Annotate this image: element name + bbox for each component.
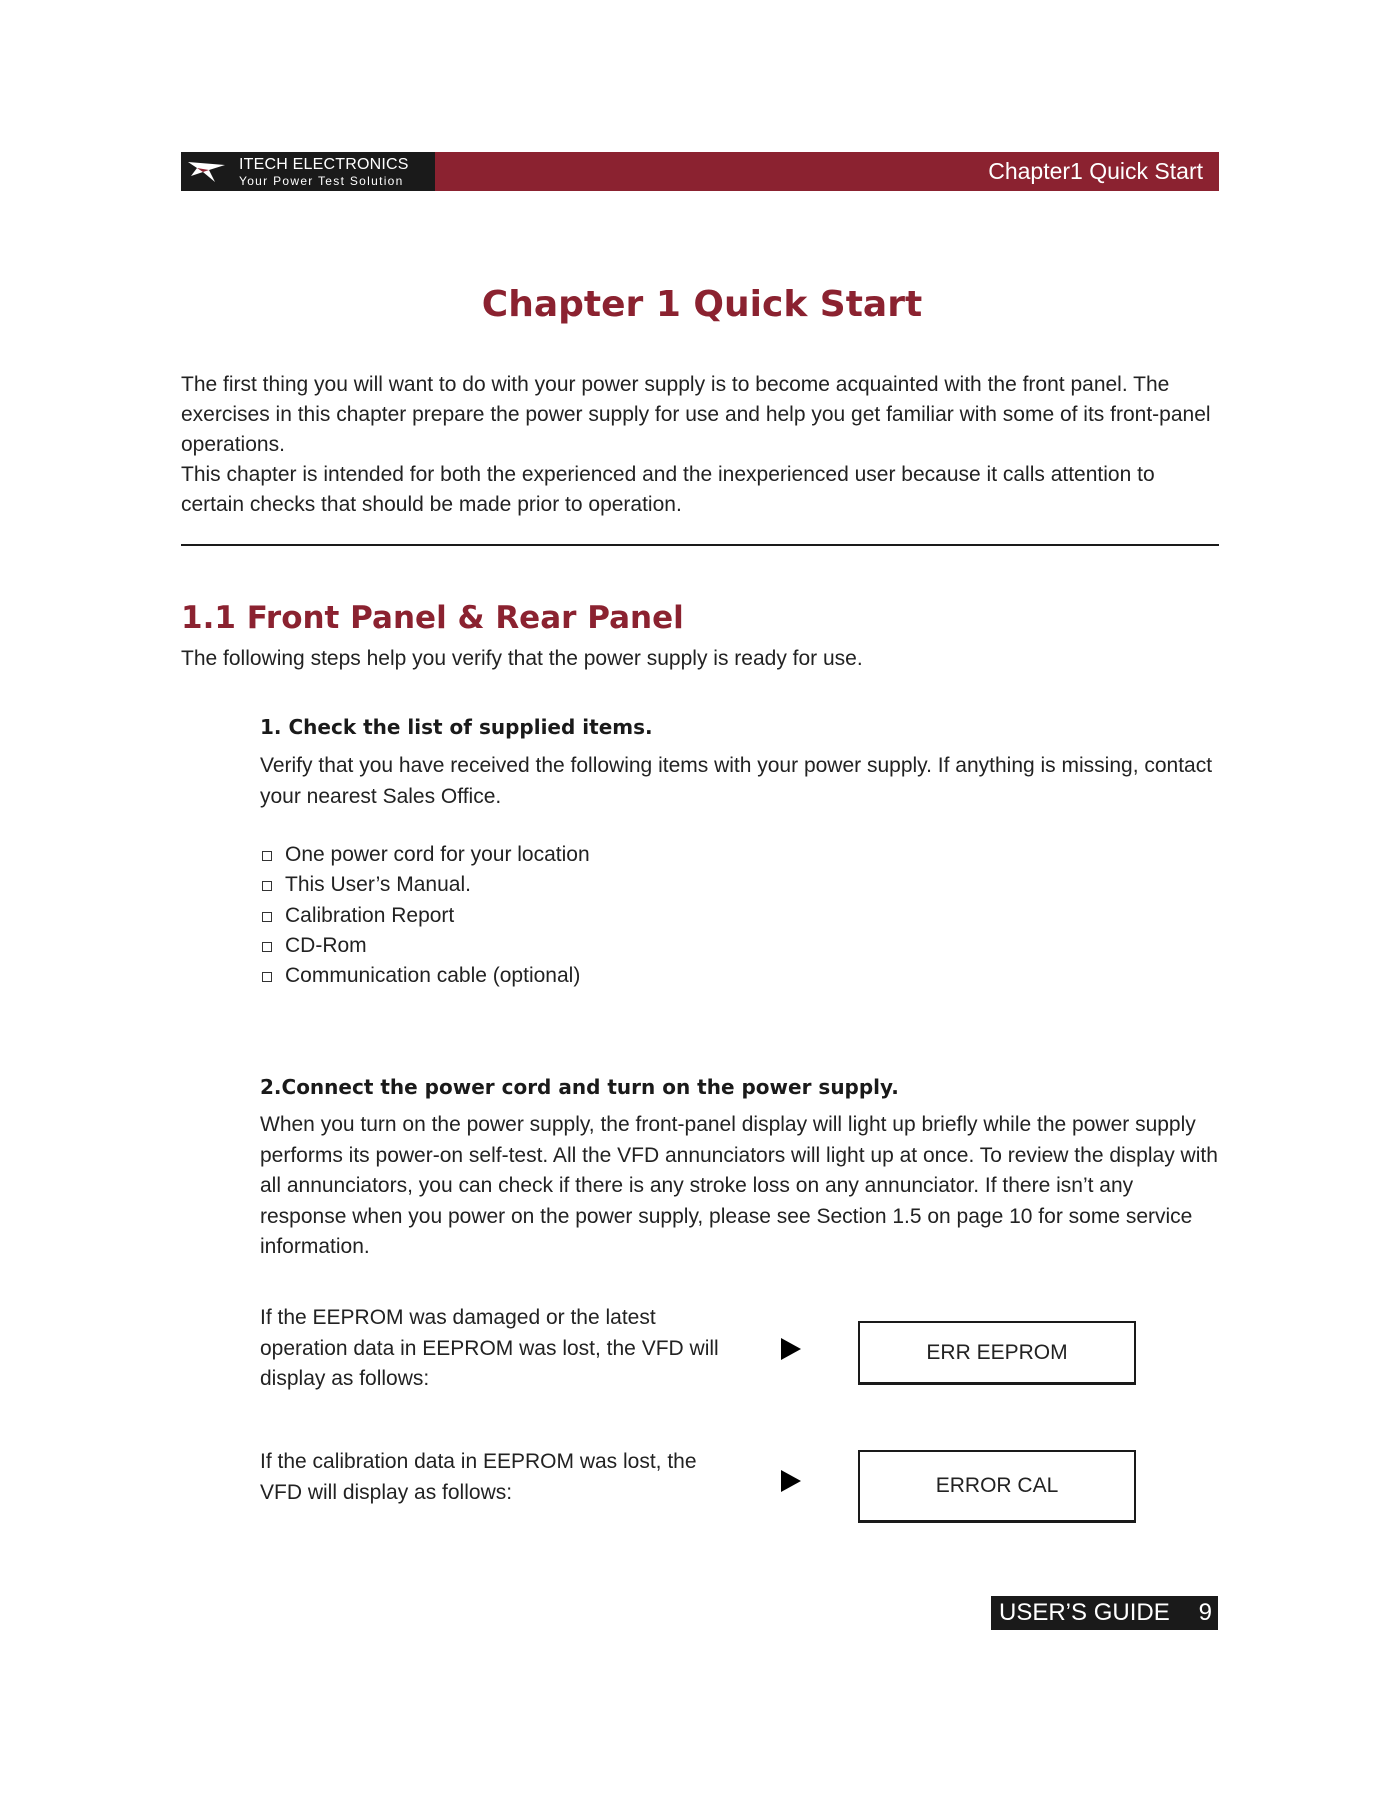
arrow-right-icon bbox=[780, 1337, 802, 1361]
list-item bbox=[260, 840, 590, 870]
section-intro: The following steps help you verify that the power supply is ready for use. bbox=[181, 647, 863, 670]
page-number: 9 bbox=[1198, 1599, 1212, 1626]
vfd-display-text: ERROR CAL bbox=[935, 1474, 1059, 1497]
checkbox-icon bbox=[262, 942, 272, 952]
list-item-label: Calibration Report bbox=[285, 903, 455, 927]
checkbox-icon bbox=[262, 851, 272, 861]
intro-paragraph-1: The first thing you will want to do with your power supply is to become acquainted with the front panel. The exercises in this chapter prepare the power supply for use and help you get familiar with some of its front-panel operations. bbox=[181, 373, 1211, 456]
vfd-display-box bbox=[858, 1450, 1136, 1523]
step1-heading: 1. Check the list of supplied items. bbox=[260, 715, 653, 739]
step2-body: When you turn on the power supply, the front-panel display will light up briefly while the power supply performs its power-on self-test. All the VFD annunciators will light up at once. To review the display with all annunciators, you can check if there is any stroke loss on any annunciator. If there isn’t any response when you power on the power supply, please see Section 1.5 on page 10 for some service information. bbox=[260, 1113, 1218, 1258]
vfd-case-eeprom bbox=[260, 1303, 1220, 1403]
vfd-display-text: ERR EEPROM bbox=[926, 1341, 1068, 1364]
list-item bbox=[260, 961, 590, 991]
step2-heading: 2.Connect the power cord and turn on the power supply. bbox=[260, 1075, 899, 1099]
itech-logo-mark-icon bbox=[185, 156, 229, 187]
itech-logo bbox=[181, 152, 435, 191]
vfd-display-box bbox=[858, 1321, 1136, 1385]
header-chapter-label: Chapter1 Quick Start bbox=[988, 158, 1203, 184]
list-item bbox=[260, 901, 590, 931]
checkbox-icon bbox=[262, 881, 272, 891]
chapter-title bbox=[181, 284, 1219, 325]
checkbox-icon bbox=[262, 972, 272, 982]
section-heading: 1.1 Front Panel & Rear Panel bbox=[181, 600, 684, 636]
section-divider bbox=[181, 544, 1219, 546]
chapter-intro bbox=[181, 370, 1221, 520]
brand-name: ITECH ELECTRONICS bbox=[239, 156, 409, 173]
list-item-label: One power cord for your location bbox=[285, 843, 590, 866]
chapter-title-text: Chapter 1 Quick Start bbox=[481, 284, 923, 325]
list-item-label: This User’s Manual. bbox=[285, 873, 471, 897]
page-header bbox=[181, 152, 1219, 191]
arrow-right-icon bbox=[780, 1469, 802, 1493]
footer-label: USER’S GUIDE bbox=[999, 1599, 1170, 1626]
supplied-items-list bbox=[260, 840, 590, 991]
intro-paragraph-2: This chapter is intended for both the experienced and the inexperienced user because it calls attention to certain checks that should be made prior to operation. bbox=[181, 463, 1155, 516]
list-item-label: CD-Rom bbox=[285, 933, 367, 957]
checkbox-icon bbox=[262, 912, 272, 922]
vfd-case-description: If the EEPROM was damaged or the latest operation data in EEPROM was lost, the VFD will display as follows: bbox=[260, 1306, 719, 1390]
step1-body: Verify that you have received the following items with your power supply. If anything is missing, contact your nearest Sales Office. bbox=[260, 754, 1213, 808]
vfd-case-description: If the calibration data in EEPROM was lost, the VFD will display as follows: bbox=[260, 1450, 697, 1504]
footer-badge bbox=[991, 1596, 1218, 1630]
list-item bbox=[260, 870, 590, 900]
brand-tagline: Your Power Test Solution bbox=[239, 174, 404, 188]
vfd-case-calibration bbox=[260, 1447, 1220, 1527]
list-item bbox=[260, 931, 590, 961]
list-item-label: Communication cable (optional) bbox=[285, 964, 581, 988]
